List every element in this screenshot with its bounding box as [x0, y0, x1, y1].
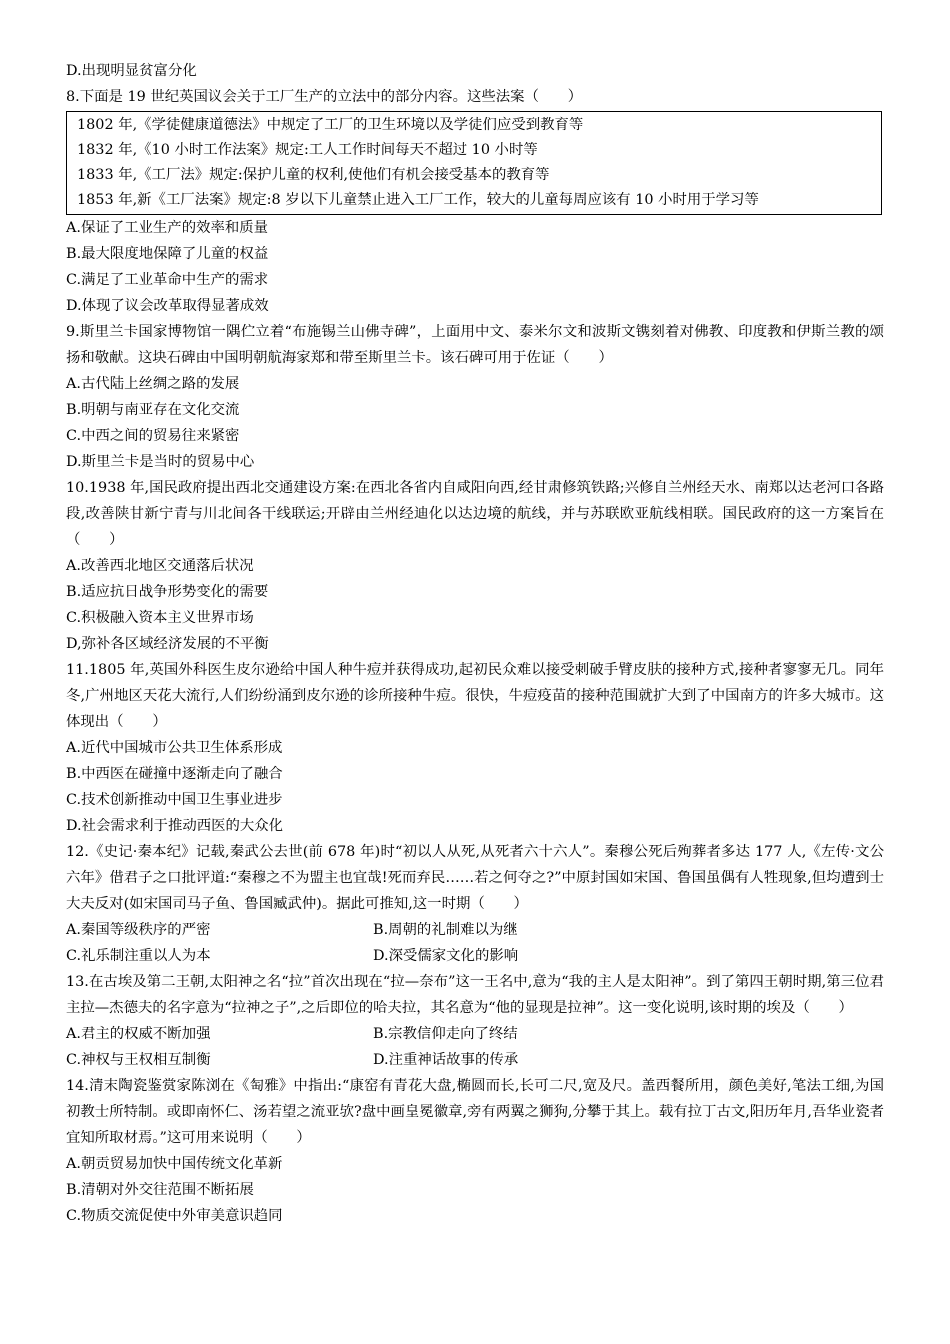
q10-option-a: A.改善西北地区交通落后状况 — [66, 558, 254, 574]
q13-option-a: A.君主的权威不断加强 — [66, 1026, 211, 1042]
q13-options-row — [66, 1047, 884, 1073]
q11-option-b: B.中西医在碰撞中逐渐走向了融合 — [66, 766, 283, 782]
q8-table-row: 1802 年,《学徒健康道德法》中规定了工厂的卫生环境以及学徒们应受到教育等 — [77, 117, 584, 133]
q8-option-a: A.保证了工业生产的效率和质量 — [66, 220, 269, 236]
q10-stem: 10.1938 年,国民政府提出西北交通建设方案:在西北各省内自咸阳向西,经甘肃修筑铁路;兴修自兰州经天水、南郑以达老河口各路段,改善陕甘新宁青与川北间各干线联运;开辟由兰州经迪化以达边境的航线，并与苏联欧亚航线相联。国民政府的这一方案旨在（ ） — [66, 480, 884, 548]
q9-option-d: D.斯里兰卡是当时的贸易中心 — [66, 454, 255, 470]
exam-page — [66, 58, 884, 1229]
q13-options-row — [66, 1021, 884, 1047]
q14-stem: 14.清末陶瓷鉴赏家陈浏在《匋雅》中指出:“康窑有青花大盘,椭圆而长,长可二尺,宽及尺。盖西餐所用，颜色美好,笔法工细,为国初教士所特制。或即南怀仁、汤若望之流亚欤?盘中画皇冕徽章,旁有两翼之狮狗,分攀于其上。载有拉丁古文,阳历年月,吾华业瓷者宜知所取材焉。”这可用来说明（ ） — [66, 1078, 884, 1146]
q13-option-d: D.注重神话故事的传承 — [373, 1052, 519, 1068]
q14-option-c: C.物质交流促使中外审美意识趋同 — [66, 1208, 283, 1224]
q8-table-row: 1833 年,《工厂法》规定:保护儿童的权利,使他们有机会接受基本的教育等 — [77, 167, 550, 183]
q7-option-d: D.出现明显贫富分化 — [66, 63, 197, 79]
q9-option-b: B.明朝与南亚存在文化交流 — [66, 402, 240, 418]
q9-stem: 9.斯里兰卡国家博物馆一隅伫立着“布施锡兰山佛寺碑”，上面用中文、泰米尔文和波斯文镌刻着对佛教、印度教和伊斯兰教的颂扬和敬献。这块石碑由中国明朝航海家郑和带至斯里兰卡。该石碑可用于佐证（ ） — [66, 324, 884, 366]
q12-option-b: B.周朝的礼制难以为继 — [373, 922, 518, 938]
q8-law-table — [66, 111, 882, 215]
q10-option-b: B.适应抗日战争形势变化的需要 — [66, 584, 269, 600]
q8-option-b: B.最大限度地保障了儿童的权益 — [66, 246, 269, 262]
q12-option-a: A.秦国等级秩序的严密 — [66, 922, 211, 938]
q13-option-b: B.宗教信仰走向了终结 — [373, 1026, 518, 1042]
q14-option-a: A.朝贡贸易加快中国传统文化革新 — [66, 1156, 283, 1172]
q12-options-row — [66, 917, 884, 943]
q8-table-row: 1853 年,新《工厂法案》规定:8 岁以下儿童禁止进入工厂工作，较大的儿童每周应该有 10 小时用于学习等 — [77, 192, 759, 208]
q8-option-c: C.满足了工业革命中生产的需求 — [66, 272, 269, 288]
q8-option-d: D.体现了议会改革取得显著成效 — [66, 298, 269, 314]
q11-option-c: C.技术创新推动中国卫生事业进步 — [66, 792, 283, 808]
q14-option-b: B.清朝对外交往范围不断拓展 — [66, 1182, 254, 1198]
q9-option-a: A.古代陆上丝绸之路的发展 — [66, 376, 240, 392]
q8-table-row: 1832 年,《10 小时工作法案》规定:工人工作时间每天不超过 10 小时等 — [77, 142, 538, 158]
q9-option-c: C.中西之间的贸易往来紧密 — [66, 428, 240, 444]
q12-option-c: C.礼乐制注重以人为本 — [66, 948, 211, 964]
q10-option-d: D,弥补各区域经济发展的不平衡 — [66, 636, 269, 652]
q11-option-d: D.社会需求利于推动西医的大众化 — [66, 818, 284, 834]
q11-option-a: A.近代中国城市公共卫生体系形成 — [66, 740, 283, 756]
q10-option-c: C.积极融入资本主义世界市场 — [66, 610, 254, 626]
q12-stem: 12.《史记·秦本纪》记载,秦武公去世(前 678 年)时“初以人从死,从死者六十六人”。秦穆公死后殉葬者多达 177 人,《左传·文公六年》借君子之口批评道:“秦穆之不为盟主也宜哉!死而弃民……若之何夺之?”中原封国如宋国、鲁国虽偶有人牲现象,但均遭到士大夫反对(如宋国司马子鱼、鲁国臧武仲)。据此可推知,这一时期（ ） — [66, 844, 884, 912]
q13-stem: 13.在古埃及第二王朝,太阳神之名“拉”首次出现在“拉—奈布”这一王名中,意为“我的主人是太阳神”。到了第四王朝时期,第三位君主拉—杰德夫的名字意为“拉神之子”,之后即位的哈夫拉，其名意为“他的显现是拉神”。这一变化说明,该时期的埃及（ ） — [66, 974, 884, 1016]
q11-stem: 11.1805 年,英国外科医生皮尔逊给中国人种牛痘并获得成功,起初民众难以接受刺破手臂皮肤的接种方式,接种者寥寥无几。同年冬,广州地区天花大流行,人们纷纷涌到皮尔逊的诊所接种牛痘。很快，牛痘疫苗的接种范围就扩大到了中国南方的许多大城市。这体现出（ ） — [66, 662, 884, 730]
q12-options-row — [66, 943, 884, 969]
q13-option-c: C.神权与王权相互制衡 — [66, 1052, 211, 1068]
q12-option-d: D.深受儒家文化的影响 — [373, 948, 519, 964]
q8-stem: 8.下面是 19 世纪英国议会关于工厂生产的立法中的部分内容。这些法案（ ） — [66, 89, 583, 105]
